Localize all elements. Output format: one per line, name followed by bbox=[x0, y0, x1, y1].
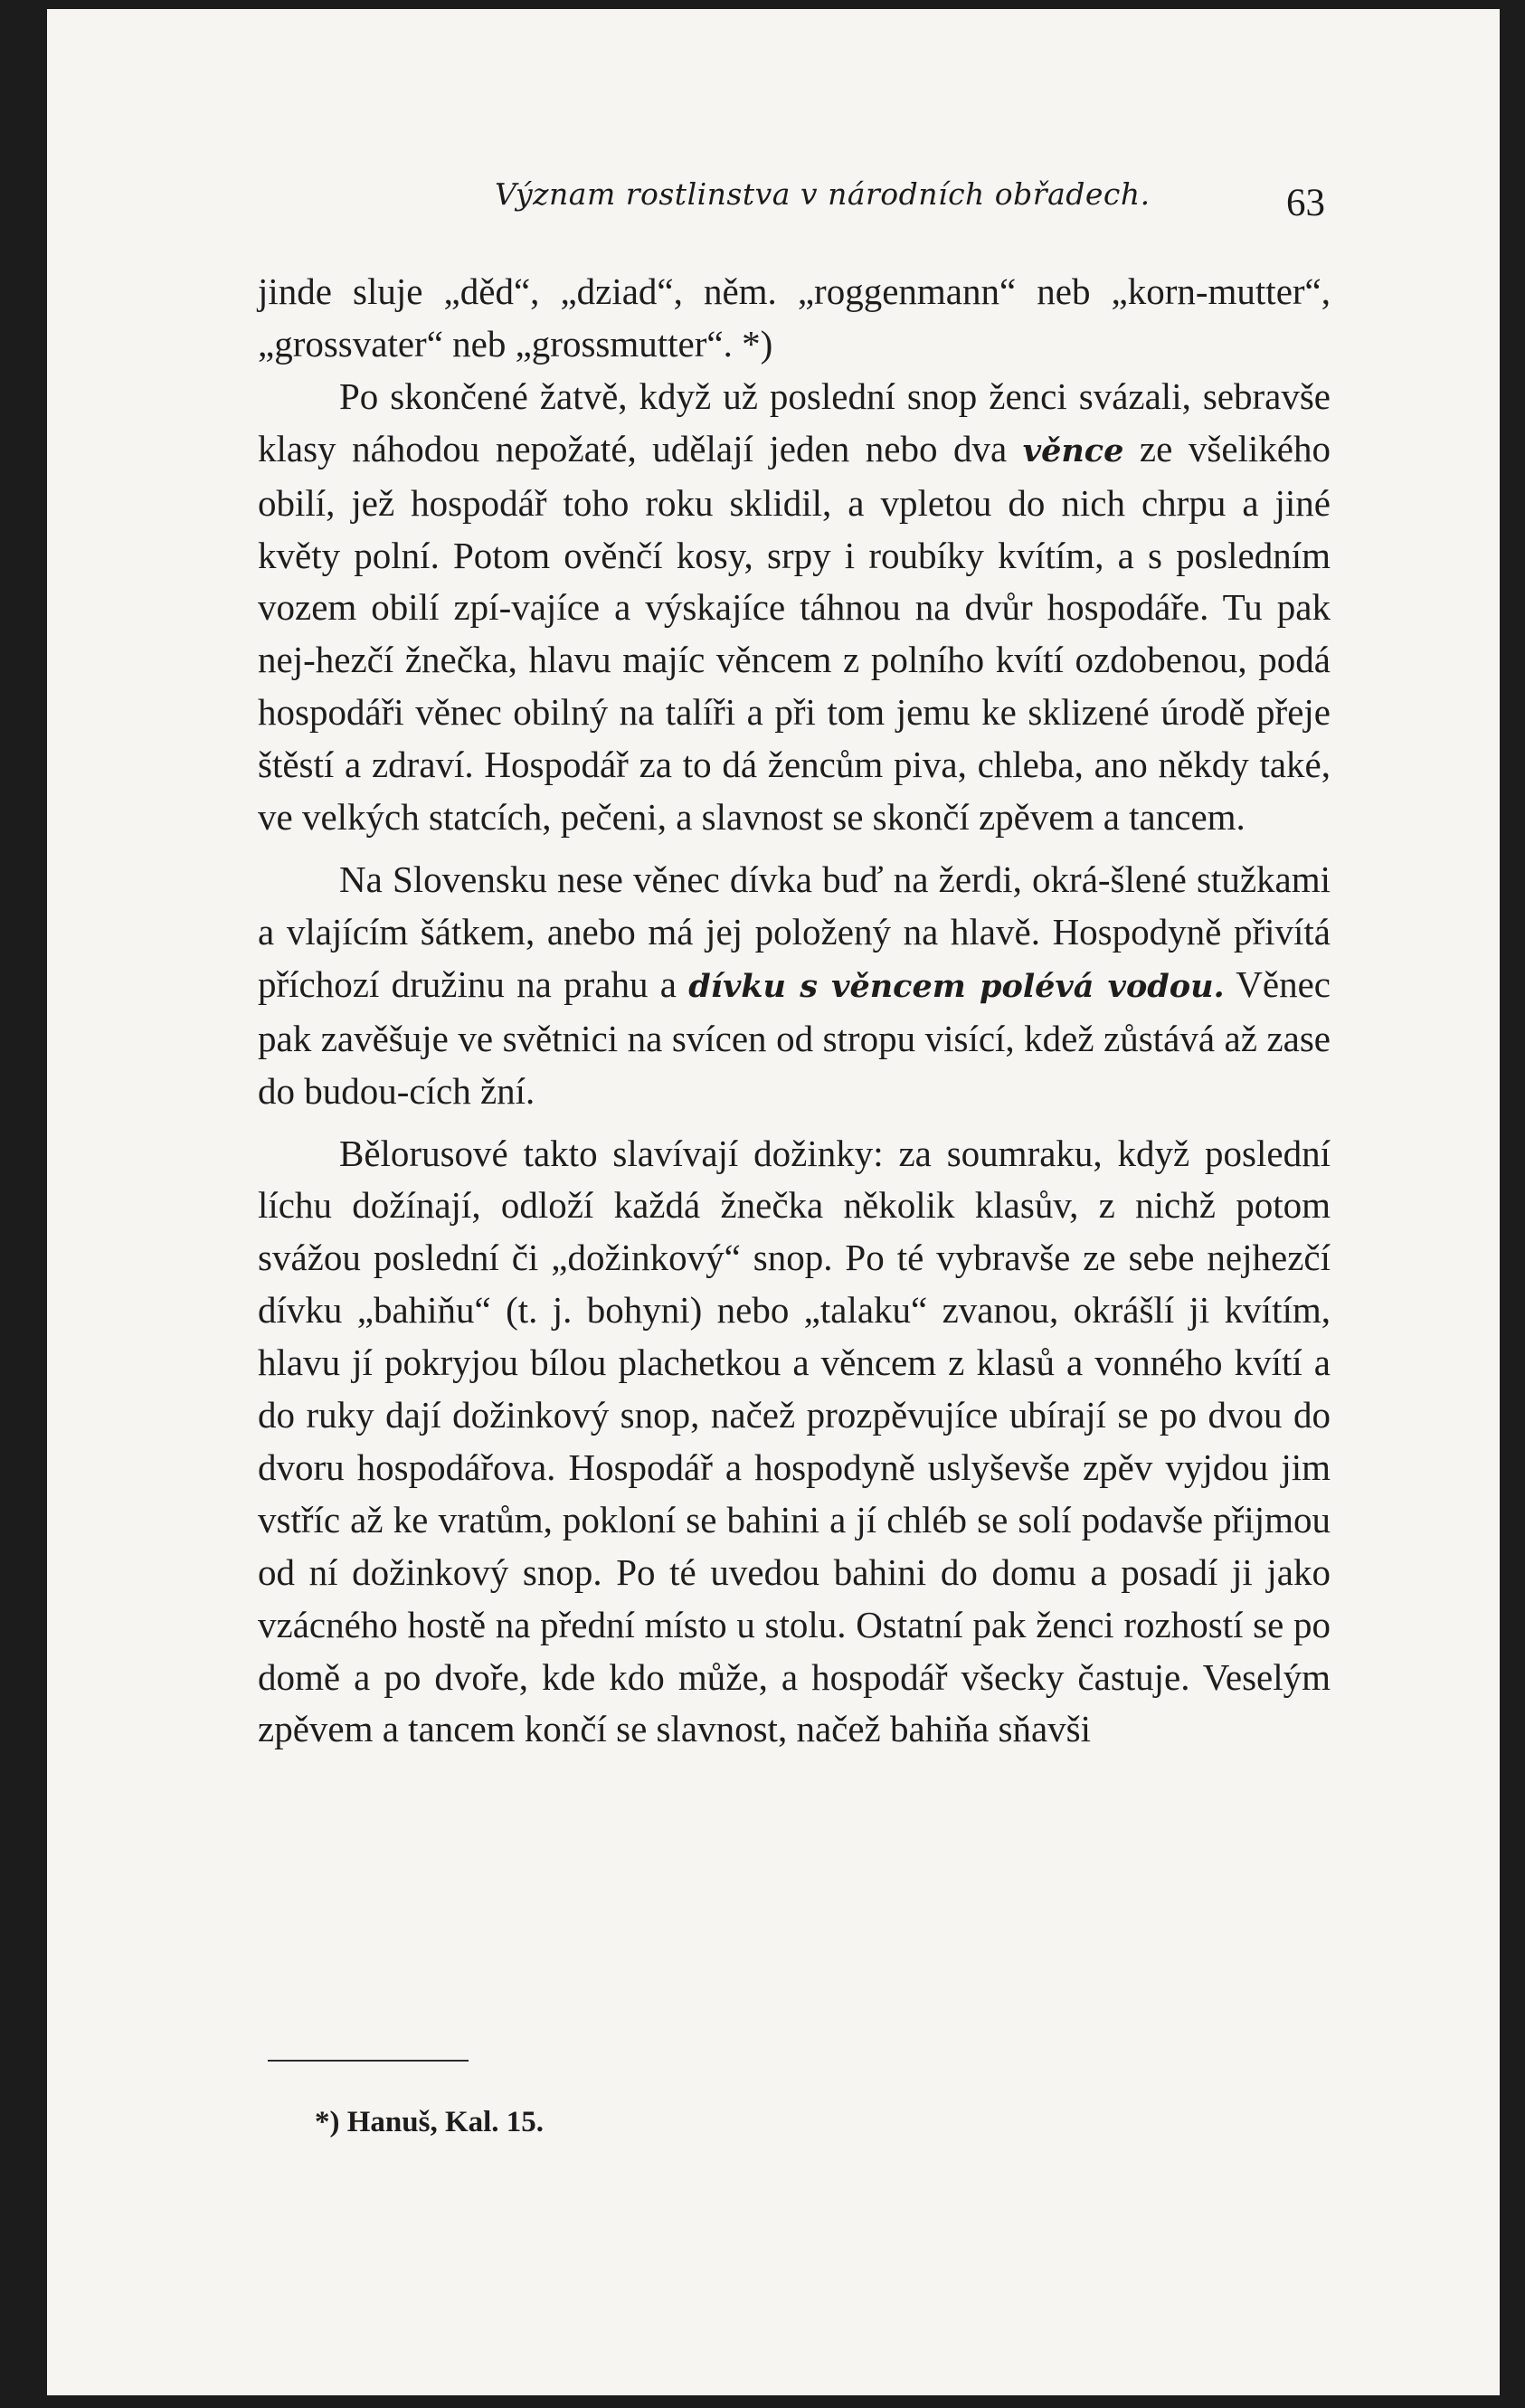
emphasis-divku: dívku s věncem polévá vodou. bbox=[688, 967, 1225, 1005]
paragraph-3-text-b: Věnec pak zavěšuje ve světnici na svícen od stropu visící, kdež zůstává až zase do budou-cích žní. bbox=[258, 962, 1331, 1112]
paragraph-2-text-b: ze všelikého obilí, jež hospodář toho roku sklidil, a vpletou do nich chrpu a jiné květy polní. Potom ověnčí kosy, srpy i roubíky kvítím, a s posledním vozem obilí zpí-vajíce a výskajíce táhnou na dvůr hospodáře. Tu pak nej-hezčí žnečka, hlavu majíc věncem z polního kvítí ozdobenou, podá hospodáři věnec obilný na talíři a při tom jemu ke sklizené úrodě přeje štěstí a zdraví. Hospodář za to dá žencům piva, chleba, ano někdy také, ve velkých statcích, pečeni, a slavnost se skončí zpěvem a tancem. bbox=[258, 427, 1331, 839]
paragraph-4: Bělorusové takto slavívají dožinky: za soumraku, když poslední líchu dožínají, odloží každá žnečka několik klasův, z nichž potom svážou poslední či „dožinkový“ snop. Po té vybravše ze sebe nejhezčí dívku „bahiňu“ (t. j. bohyni) nebo „talaku“ zvanou, okrášlí ji kvítím, hlavu jí pokryjou bílou plachetkou a věncem z klasů a vonného kvítí a do ruky dají dožinkový snop, načež prozpěvujíce ubírají se po dvou do dvoru hospodářova. Hospodář a hospodyně uslyševše zpěv vyjdou jim vstříc až ke vratům, pokloní se bahini a jí chléb se solí podavše přijmou od ní dožinkový snop. Po té uvedou bahini do domu a posadí ji jako vzácného hostě na přední místo u stolu. Ostatní pak ženci rozhostí se po domě a po dvoře, kde kdo může, a hospodář všecky častuje. Veselým zpěvem a tancem končí se slavnost, načež bahiňa sňavši bbox=[258, 1132, 1331, 1750]
paragraph-2 bbox=[258, 371, 1331, 844]
book-page bbox=[47, 9, 1500, 2395]
footnote-divider bbox=[268, 2060, 469, 2062]
footnote: *) Hanuš, Kal. 15. bbox=[315, 2106, 545, 2138]
running-title: Význam rostlinstva v národních obřadech. bbox=[495, 176, 1151, 212]
paragraph-1: jinde sluje „děd“, „dziad“, něm. „roggenmann“ neb „korn-mutter“, „grossvater“ neb „grossmutter“. *) bbox=[258, 270, 1331, 365]
page-number: 63 bbox=[1286, 182, 1325, 224]
paragraph-3 bbox=[258, 854, 1331, 1118]
paragraph-3-text-a: Na Slovensku nese věnec dívka buď na žerdi, okrá-šlené stužkami a vlajícím šátkem, anebo má jej položený na hlavě. Hospodyně přivítá příchozí družinu na prahu a bbox=[258, 858, 1331, 1005]
body-text bbox=[258, 266, 1331, 1756]
paragraph-2-text-a: Po skončené žatvě, když už poslední snop ženci svázali, sebravše klasy náhodou nepožaté, udělají jeden nebo dva bbox=[258, 374, 1331, 469]
emphasis-vence: věnce bbox=[1022, 431, 1124, 469]
